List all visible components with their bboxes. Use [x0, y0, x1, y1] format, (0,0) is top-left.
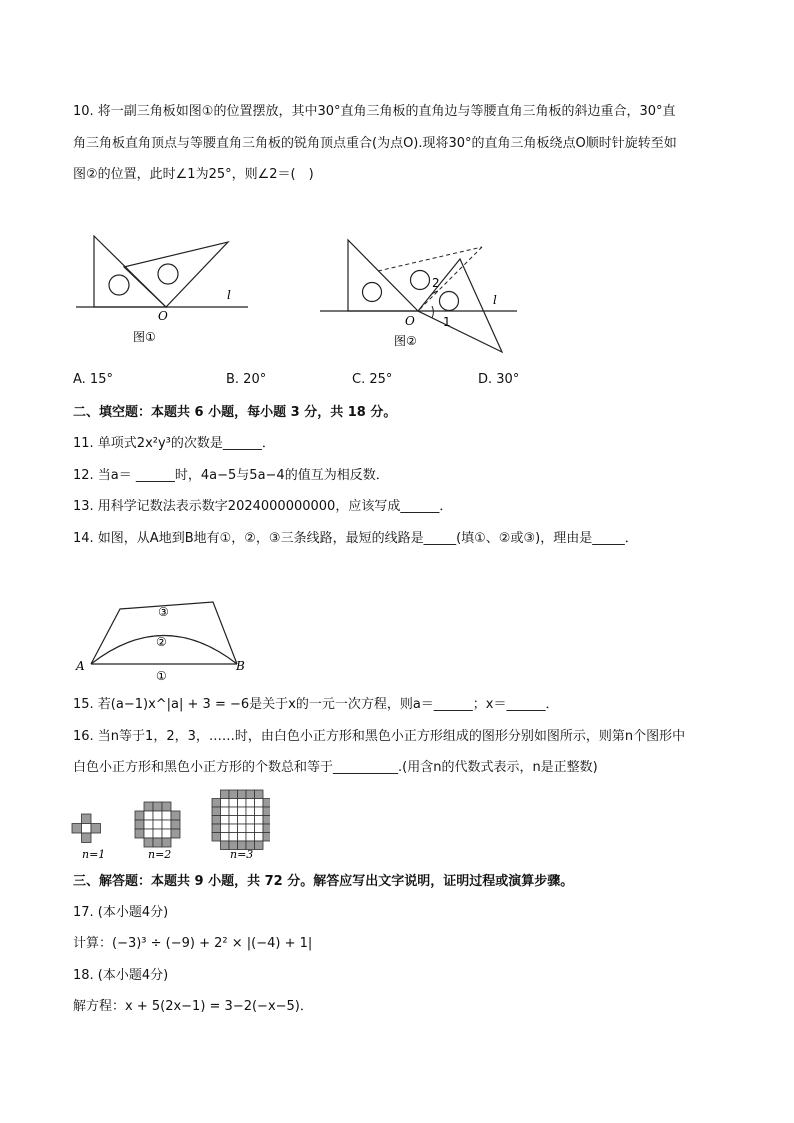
white-square [82, 824, 92, 834]
label-A: A [76, 659, 85, 673]
route-2-label: ② [156, 635, 167, 649]
black-square [263, 833, 270, 842]
white-square [162, 829, 171, 838]
black-square [171, 820, 180, 829]
white-square [221, 833, 230, 842]
black-square [135, 820, 144, 829]
triangle-45-rotated [418, 259, 502, 352]
white-square [229, 799, 238, 808]
q10-line2: 角三角板直角顶点与等腰直角三角板的锐角顶点重合(为点O).现将30°的直角三角板绕点O顺时针旋转至如 [73, 136, 677, 151]
pattern-caption: n=2 [148, 848, 172, 861]
q14: 14. 如图，从A地到B地有①，②，③三条线路，最短的线路是_____(填①、②或③)，理由是_____． [73, 531, 638, 546]
figure-caption: 图① [133, 330, 156, 344]
black-square [72, 824, 82, 834]
option-c: C. 25° [352, 372, 393, 387]
black-square [212, 833, 221, 842]
white-square [221, 824, 230, 833]
label-l: l [493, 293, 497, 307]
q10-figure-1 [70, 228, 255, 353]
q13: 13. 用科学记数法表示数字2024000000000，应该写成______． [73, 499, 453, 514]
black-square [171, 811, 180, 820]
white-square [255, 833, 264, 842]
white-square [255, 807, 264, 816]
black-square [91, 824, 101, 834]
white-square [238, 799, 247, 808]
option-b: B. 20° [226, 372, 267, 387]
white-square [238, 807, 247, 816]
black-square [255, 790, 264, 799]
triangle-45 [124, 242, 228, 307]
dashed-line [378, 247, 482, 271]
black-square [263, 816, 270, 825]
section-3-heading: 三、解答题：本题共 9 小题，共 72 分。解答应写出文字说明，证明过程或演算步骤。 [73, 874, 574, 889]
hole-circle [411, 271, 430, 290]
hole-circle [440, 292, 459, 311]
black-square [135, 829, 144, 838]
black-square [263, 824, 270, 833]
white-square [246, 807, 255, 816]
pattern-caption: n=3 [230, 848, 254, 861]
white-square [144, 811, 153, 820]
black-square [212, 824, 221, 833]
q10-line1: 10. 将一副三角板如图①的位置摆放，其中30°直角三角板的直角边与等腰直角三角板的斜边重合，30°直 [73, 104, 676, 119]
pattern-caption: n=1 [82, 848, 106, 861]
triangle-30 [348, 240, 418, 311]
black-square [238, 790, 247, 799]
black-square [162, 838, 171, 847]
black-square [246, 790, 255, 799]
label-O: O [405, 314, 415, 328]
q11: 11. 单项式2x²y³的次数是______． [73, 436, 275, 451]
black-square [144, 802, 153, 811]
white-square [246, 824, 255, 833]
white-square [229, 807, 238, 816]
black-square [171, 829, 180, 838]
label-angle-2: 2 [432, 276, 440, 290]
white-square [221, 799, 230, 808]
white-square [255, 824, 264, 833]
black-square [144, 838, 153, 847]
white-square [144, 829, 153, 838]
black-square [263, 799, 270, 808]
black-square [229, 790, 238, 799]
white-square [255, 816, 264, 825]
black-square [212, 807, 221, 816]
white-square [221, 816, 230, 825]
angle-1-arc [432, 306, 433, 318]
route-3-label: ③ [158, 605, 169, 619]
q12: 12. 当a＝ ______时，4a−5与5a−4的值互为相反数． [73, 468, 389, 483]
label-l: l [227, 288, 231, 302]
q14-figure [70, 585, 255, 685]
white-square [229, 816, 238, 825]
option-a: A. 15° [73, 372, 113, 387]
section-2-heading: 二、填空题：本题共 6 小题，每小题 3 分，共 18 分。 [73, 405, 397, 420]
black-square [82, 814, 92, 824]
q10-figure-2 [315, 230, 525, 358]
white-square [255, 799, 264, 808]
white-square [162, 811, 171, 820]
label-B: B [236, 659, 245, 673]
white-square [246, 833, 255, 842]
white-square [153, 820, 162, 829]
white-square [144, 820, 153, 829]
black-square [255, 841, 264, 850]
white-square [238, 833, 247, 842]
white-square [238, 824, 247, 833]
white-square [246, 799, 255, 808]
white-square [153, 811, 162, 820]
black-square [212, 799, 221, 808]
hole-circle [363, 283, 382, 302]
black-square [135, 811, 144, 820]
black-square [212, 816, 221, 825]
white-square [229, 833, 238, 842]
white-square [238, 816, 247, 825]
q16-line2: 白色小正方形和黑色小正方形的个数总和等于__________.(用含n的代数式表示，n是正整数) [73, 760, 598, 775]
hole-circle [109, 275, 129, 295]
white-square [153, 829, 162, 838]
label-angle-1: 1 [443, 315, 451, 329]
black-square [221, 790, 230, 799]
hole-circle [158, 264, 178, 284]
black-square [263, 807, 270, 816]
black-square [162, 802, 171, 811]
q10-line3: 图②的位置，此时∠1为25°，则∠2＝( ) [73, 167, 314, 182]
figure-caption: 图② [394, 334, 417, 348]
label-O: O [158, 309, 168, 323]
dashed-line [418, 247, 482, 311]
black-square [153, 838, 162, 847]
q17-body: 计算：(−3)³ ÷ (−9) + 2² × |(−4) + 1| [73, 936, 313, 951]
route-1-label: ① [156, 669, 167, 683]
black-square [82, 833, 92, 843]
q18-title: 18. (本小题4分) [73, 968, 169, 983]
q18-body: 解方程：x + 5(2x−1) = 3−2(−x−5)． [73, 999, 313, 1014]
white-square [246, 816, 255, 825]
pattern-n3 [212, 790, 270, 850]
white-square [229, 824, 238, 833]
pattern-n2 [135, 802, 180, 847]
q16-patterns [70, 788, 270, 866]
q15: 15. 若(a−1)x^|a| + 3 = −6是关于x的一元一次方程，则a＝______；x＝______． [73, 697, 559, 712]
q16-line1: 16. 当n等于1，2，3，……时，由白色小正方形和黑色小正方形组成的图形分别如图所示，则第n个图形中 [73, 729, 686, 744]
pattern-n1 [72, 814, 101, 843]
option-d: D. 30° [478, 372, 520, 387]
q17-title: 17. (本小题4分) [73, 905, 169, 920]
white-square [221, 807, 230, 816]
black-square [221, 841, 230, 850]
white-square [162, 820, 171, 829]
black-square [153, 802, 162, 811]
